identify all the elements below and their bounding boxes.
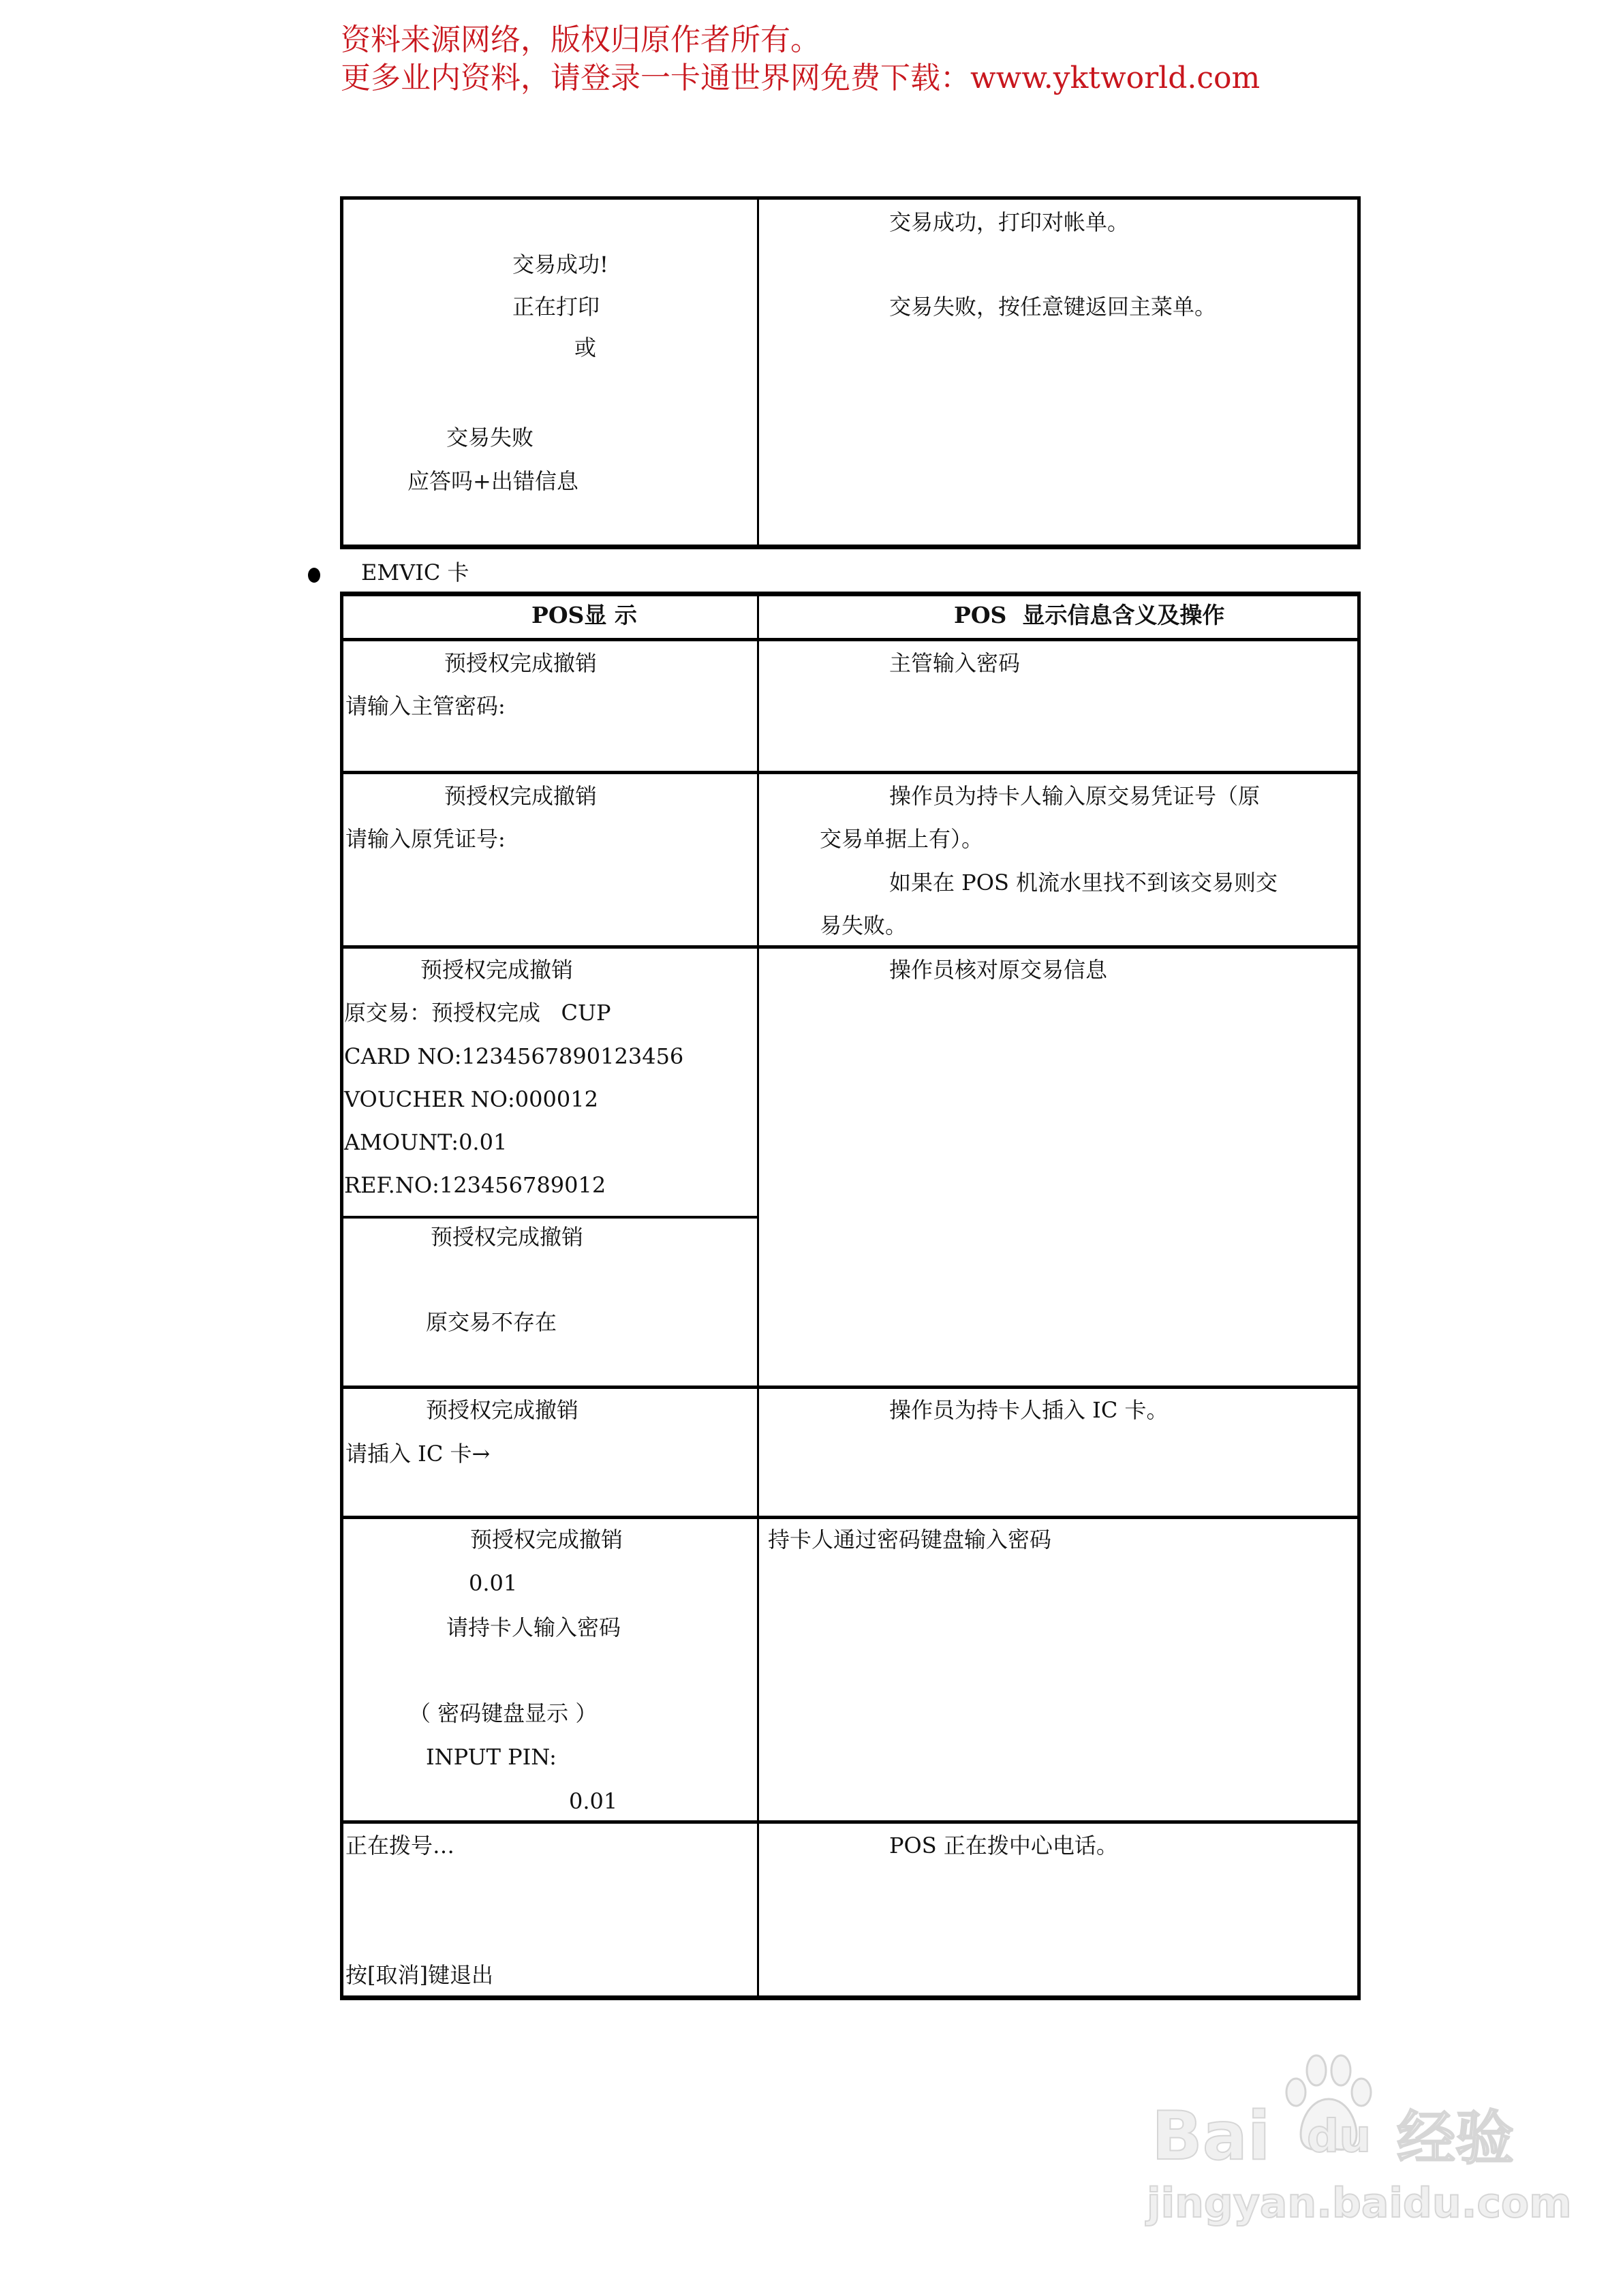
pos-printing-text: 正在打印 — [512, 294, 600, 320]
row6-cancel-hint: 按[取消]键退出 — [345, 1962, 493, 1988]
row2-meaning-line4: 易失败。 — [820, 913, 908, 938]
row4-prompt: 请插入 IC 卡→ — [345, 1441, 491, 1467]
row-divider — [341, 771, 1359, 774]
row5-amount: 0.01 — [469, 1570, 518, 1596]
section-title: EMVIC 卡 — [361, 560, 469, 585]
row3-amount: AMOUNT:0.01 — [344, 1129, 508, 1155]
row5-input-pin: INPUT PIN: — [426, 1744, 557, 1770]
row3-ref-no: REF.NO:123456789012 — [344, 1172, 606, 1198]
row5-title: 预授权完成撤销 — [470, 1527, 623, 1552]
row2-title: 预授权完成撤销 — [444, 783, 598, 809]
row3-voucher-no: VOUCHER NO:000012 — [344, 1086, 598, 1112]
bullet-icon — [308, 568, 320, 583]
download-notice: 更多业内资料，请登录一卡通世界网免费下载：www.yktworld.com — [341, 61, 1261, 95]
row6-dialing: 正在拨号… — [345, 1833, 455, 1858]
column-divider — [757, 593, 759, 1999]
row5-meaning: 持卡人通过密码键盘输入密码 — [768, 1527, 1052, 1552]
header-meaning: POS 显示信息含义及操作 — [954, 602, 1225, 628]
row3-alt-not-found: 原交易不存在 — [426, 1309, 557, 1335]
pos-or-text: 或 — [574, 335, 597, 361]
row3-meaning: 操作员核对原交易信息 — [889, 957, 1108, 983]
row-divider — [341, 1516, 1359, 1519]
row2-meaning-line3: 如果在 POS 机流水里找不到该交易则交 — [889, 870, 1278, 896]
row-divider — [341, 945, 1359, 949]
row2-meaning-line1: 操作员为持卡人输入原交易凭证号（原 — [889, 783, 1261, 809]
watermark-logo-du: du — [1307, 2110, 1372, 2162]
row5-prompt: 请持卡人输入密码 — [446, 1614, 621, 1640]
row1-prompt: 请输入主管密码: — [345, 693, 506, 719]
row2-meaning-line2: 交易单据上有）。 — [820, 826, 984, 852]
watermark-logo-cn: 经验 — [1397, 2104, 1514, 2173]
row-divider — [341, 1820, 1359, 1824]
subrow-divider — [341, 1216, 758, 1219]
row1-meaning: 主管输入密码 — [889, 650, 1021, 676]
row3-alt-title: 预授权完成撤销 — [431, 1224, 584, 1250]
pos-fail-text: 交易失败 — [446, 425, 534, 450]
pos-success-text: 交易成功! — [512, 251, 608, 277]
row1-title: 预授权完成撤销 — [444, 650, 598, 676]
row5-keypad-note: （ 密码键盘显示 ） — [409, 1700, 598, 1726]
meaning-fail-text: 交易失败，按任意键返回主菜单。 — [889, 294, 1217, 320]
column-divider — [757, 198, 759, 548]
result-table-frame — [340, 196, 1361, 549]
row4-title: 预授权完成撤销 — [426, 1397, 579, 1423]
row4-meaning: 操作员为持卡人插入 IC 卡。 — [889, 1397, 1169, 1423]
row-divider — [341, 1386, 1359, 1389]
row3-title: 预授权完成撤销 — [420, 957, 574, 983]
watermark-logo-bai: Bai — [1151, 2098, 1271, 2175]
row5-pin-amount: 0.01 — [569, 1788, 618, 1814]
row6-meaning: POS 正在拨中心电话。 — [889, 1833, 1118, 1858]
pos-fail-detail-text: 应答吗+出错信息 — [407, 468, 578, 494]
row3-orig-txn: 原交易：预授权完成 CUP — [344, 1000, 611, 1026]
row2-prompt: 请输入原凭证号: — [345, 826, 506, 852]
header-pos-display: POS显 示 — [531, 602, 637, 628]
copyright-notice: 资料来源网络，版权归原作者所有。 — [341, 22, 820, 57]
header-divider — [341, 638, 1359, 641]
meaning-success-text: 交易成功，打印对帐单。 — [889, 209, 1130, 235]
row3-card-no: CARD NO:1234567890123456 — [344, 1043, 684, 1069]
watermark-url: jingyan.baidu.com — [1147, 2179, 1572, 2227]
